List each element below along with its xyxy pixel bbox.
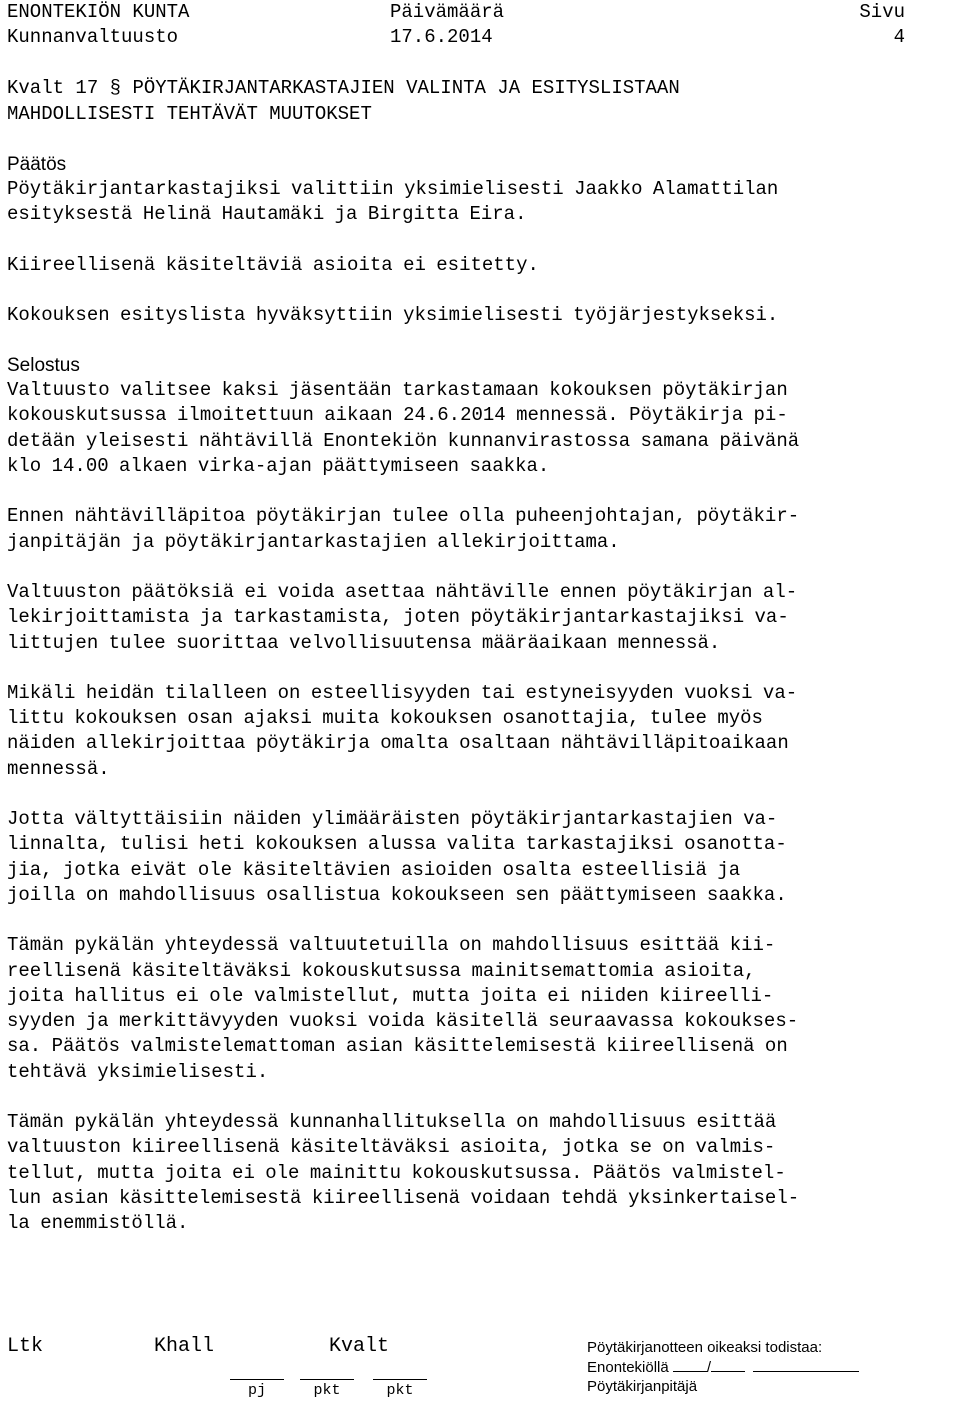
explanation-paragraph-5 xyxy=(7,807,953,908)
text-line: Mikäli heidän tilalleen on esteellisyyden tai estyneisyyden vuoksi va- xyxy=(7,681,798,704)
explanation-paragraph-4 xyxy=(7,681,953,782)
text-line: Valtuusto valitsee kaksi jäsentään tarkastamaan kokouksen pöytäkirjan xyxy=(7,379,788,402)
text-line: Tämän pykälän yhteydessä valtuutetuilla on mahdollisuus esittää kii- xyxy=(7,934,776,957)
text-line: reellisenä käsiteltäväksi kokouskutsussa mainitsemattomia asioita, xyxy=(7,959,756,982)
explanation-label: Selostus xyxy=(7,355,80,377)
cert-signature-blank xyxy=(753,1357,859,1372)
text-line: Jotta vältyttäisiin näiden ylimääräisten pöytäkirjantarkastajien va- xyxy=(7,808,778,831)
footer xyxy=(7,1334,953,1411)
body-name: Kunnanvaltuusto xyxy=(7,26,179,48)
section-heading xyxy=(7,76,953,127)
text-line: janpitäjän ja pöytäkirjantarkastajien allekirjoittama. xyxy=(7,530,620,553)
explanation-block xyxy=(7,353,953,1236)
text-line: littu kokouksen osan ajaksi muita kokouksen osanottajia, tulee myös xyxy=(7,707,763,730)
text-line: jia, jotka eivät ole käsiteltävien asioiden osalta esteellisiä ja xyxy=(7,858,741,881)
text-line: lun asian käsittelemisestä kiireellisenä voidaan tehdä yksinkertaisel- xyxy=(7,1186,800,1209)
cert-title: Pöytäkirjanotteen oikeaksi todistaa: xyxy=(587,1339,823,1356)
initials-label: pj xyxy=(247,1382,266,1399)
text-line: lekirjoittamista ja tarkastamista, joten pöytäkirjantarkastajiksi va- xyxy=(7,606,789,629)
initials-line xyxy=(230,1379,284,1380)
text-line: sa. Päätös valmistelemattoman asian käsittelemisestä kiireellisenä on xyxy=(7,1035,788,1058)
text-line: näiden allekirjoittaa pöytäkirja omalta osaltaan nähtävilläpitoaikaan xyxy=(7,732,789,755)
section-title-line-2: MAHDOLLISESTI TEHTÄVÄT MUUTOKSET xyxy=(7,102,372,125)
header-row-2 xyxy=(7,25,953,50)
text-line: la enemmistöllä. xyxy=(7,1212,189,1235)
initials-line xyxy=(300,1379,354,1380)
section-title-line-1: PÖYTÄKIRJANTARKASTAJIEN VALINTA JA ESITYSLISTAAN xyxy=(132,77,680,99)
meeting-date: 17.6.2014 xyxy=(390,26,493,48)
text-line: mennessä. xyxy=(7,757,110,780)
cert-separator: / xyxy=(706,1359,712,1376)
text-line: kokouskutsussa ilmoitettuun aikaan 24.6.2014 mennessä. Pöytäkirja pi- xyxy=(7,404,788,427)
text-line: valtuuston kiireellisenä käsiteltäväksi asioita, jotka se on valmis- xyxy=(7,1136,776,1159)
org-name: ENONTEKIÖN KUNTA xyxy=(7,1,190,23)
initials-pkt-1 xyxy=(300,1379,354,1400)
initials-row xyxy=(227,1379,457,1409)
explanation-paragraph-1 xyxy=(7,378,953,479)
text-line: tellut, mutta joita ei ole mainittu kokouskutsussa. Päätös valmistel- xyxy=(7,1161,786,1184)
cert-day-blank xyxy=(673,1357,707,1372)
cert-place: Enontekiöllä xyxy=(587,1359,669,1376)
certification xyxy=(587,1338,859,1396)
document-page xyxy=(7,0,953,1237)
explanation-paragraphs xyxy=(7,378,953,1236)
text-line: linnalta, tulisi heti kokouksen alussa valita tarkastajiksi osanotta- xyxy=(7,833,787,856)
text-line: Ennen nähtävilläpitoa pöytäkirjan tulee olla puheenjohtajan, pöytäkir- xyxy=(7,505,800,528)
initials-pkt-2 xyxy=(373,1379,427,1400)
text-line: littujen tulee suorittaa velvollisuutensa määräaikaan mennessä. xyxy=(7,631,721,654)
cert-role: Pöytäkirjanpitäjä xyxy=(587,1378,698,1395)
explanation-paragraph-6 xyxy=(7,933,953,1085)
decision-label: Päätös xyxy=(7,154,67,175)
text-line: Tämän pykälän yhteydessä kunnanhallituksella on mahdollisuus esittää xyxy=(7,1111,777,1134)
initials-line xyxy=(373,1379,427,1380)
decision-paragraph-3: Kokouksen esityslista hyväksyttiin yksimielisesti työjärjestykseksi. xyxy=(7,303,779,326)
section-heading-line-1 xyxy=(7,76,953,102)
text-line: joita hallitus ei ole valmistellut, mutta joita ei niiden kiireelli- xyxy=(7,984,774,1007)
page-label: Sivu xyxy=(859,1,905,23)
text-line: joilla on mahdollisuus osallistua kokoukseen sen päättymiseen saakka. xyxy=(7,883,787,906)
explanation-paragraph-3 xyxy=(7,580,953,656)
initials-label: pkt xyxy=(313,1382,341,1399)
decision-line-1: Pöytäkirjantarkastajiksi valittiin yksimielisesti Jaakko Alamattilan xyxy=(7,178,779,200)
text-line: syyden ja merkittävyyden vuoksi voida käsitellä seuraavassa kokoukses- xyxy=(7,1010,799,1033)
initials-pj xyxy=(230,1379,284,1400)
initials-label: pkt xyxy=(386,1382,414,1399)
header-row-1 xyxy=(7,0,953,25)
decision-paragraph-1 xyxy=(7,177,953,228)
explanation-paragraph-7 xyxy=(7,1110,953,1236)
explanation-paragraph-2 xyxy=(7,504,953,555)
text-line: klo 14.00 alkaen virka-ajan päättymiseen saakka. xyxy=(7,455,550,478)
decision-line-2: esityksestä Helinä Hautamäki ja Birgitta Eira. xyxy=(7,203,527,226)
decision-block xyxy=(7,152,953,328)
text-line: tehtävä yksimielisesti. xyxy=(7,1060,269,1083)
text-line: Valtuuston päätöksiä ei voida asettaa nähtäville ennen pöytäkirjan al- xyxy=(7,580,798,603)
section-number: Kvalt 17 § xyxy=(7,77,122,99)
cert-place-row xyxy=(587,1357,859,1377)
footer-kvalt: Kvalt xyxy=(329,1335,390,1358)
cert-month-blank xyxy=(711,1357,745,1372)
text-line: detään yleisesti nähtävillä Enontekiön kunnanvirastossa samana päivänä xyxy=(7,429,800,452)
page-number: 4 xyxy=(893,26,905,48)
footer-ltk: Ltk xyxy=(7,1335,44,1358)
date-label: Päivämäärä xyxy=(390,1,505,23)
decision-paragraph-2: Kiireellisenä käsiteltäviä asioita ei esitetty. xyxy=(7,253,539,276)
footer-khall: Khall xyxy=(154,1335,215,1358)
